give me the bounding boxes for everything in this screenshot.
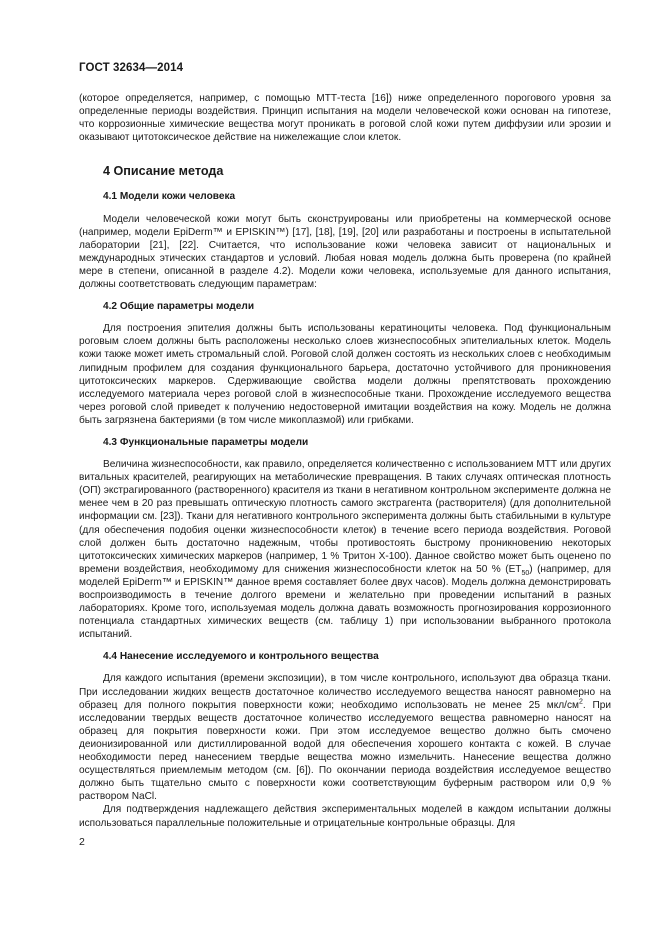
page-number: 2	[79, 836, 85, 848]
paragraph	[79, 458, 611, 641]
document-header: ГОСТ 32634—2014	[79, 62, 184, 74]
intro-paragraph: (которое определяется, например, с помощью МТТ-теста [16]) ниже определенного порогового уровня за определенные периоды воздействия. Принцип испытания на модели человеческой кожи основан на гипотезе, что коррозионные химические вещества могут проникать в роговой слой кожи путем диффузии или эрозии и оказывают цитотоксическое действие на нижележащие слои клеток.	[79, 93, 611, 144]
subsection-heading: 4.1 Модели кожи человека	[103, 191, 236, 203]
paragraph: Модели человеческой кожи могут быть сконструированы или приобретены на коммерческой основе (например, модели EpiDerm™ и EPISKIN™) [17], [18], [19], [20] или разработаны и построены в испытательной лаборатории [21], [22]. Считается, что использование кожи человека зависит от национальных и международных этических стандартов и условий. Любая новая модель должна быть проверена (по крайней мере в степени, описанной в разделе 4.2). Модели кожи человека, используемые для данного испытания, должны соответствовать следующим параметрам:	[79, 213, 611, 291]
text-run: . При исследовании твердых веществ достаточное количество исследуемого вещества равномерно наносят на образец для покрытия поверхности кожи. При этом исследуемое вещество должно быть смочено деионизированной или дистиллированной водой для обеспечения хорошего контакта с кожей. В случае необходимости перед нанесением твердые вещества можно измельчить. Нанесение вещества должно осуществляться приемлемым методом (см. [6]). По окончании периода воздействия исследуемое вещество должно быть тщательно смыто с поверхности кожи соответствующим буферным раствором или 0,9 % раствором NaCl.	[79, 699, 611, 803]
subsection-heading: 4.2 Общие параметры модели	[103, 301, 255, 313]
section-heading: 4 Описание метода	[103, 164, 224, 179]
superscript: 2	[578, 698, 583, 706]
subsection-heading: 4.4 Нанесение исследуемого и контрольного вещества	[103, 651, 379, 663]
document-body	[79, 92, 611, 830]
subsection-heading: 4.3 Функциональные параметры модели	[103, 436, 309, 448]
subscript: 50	[521, 569, 530, 577]
text-run: Величина жизнеспособности, как правило, определяется количественно с использованием МТТ или других витальных красителей, реагирующих на метаболические превращения. В таких случаях оптическая плотность (ОП) экстрагированного (растворенного) красителя из ткани в негативном контрольном эксперименте должна не менее чем в 20 раз превышать оптическую плотность самого экстрагента (растворителя) (для дополнительной информации см. [23]). Ткани для негативного контрольного эксперимента должны быть стабильными в культуре (для обеспечения подобия оценки жизнеспособности клеток) в течение всего периода воздействия. Роговой слой должен быть достаточно надежным, чтобы противостоять быстрому проникновению некоторых цитотоксических химических маркеров (например, 1 % Тритон Х-100). Данное свойство может быть оценено по времени воздействия, необходимому для снижения жизнеспособности клеток на 50 % (ET	[79, 459, 611, 575]
text-run: Для каждого испытания (времени экспозиции), в том числе контрольного, используют два образца ткани. При исследовании жидких веществ достаточное количество исследуемого вещества наносят равномерно на образец для полного покрытия поверхности кожи; необходимо использовать не менее 25 мкл/см	[79, 673, 611, 711]
paragraph	[79, 672, 611, 803]
paragraph: Для построения эпителия должны быть использованы кератиноциты человека. Под функциональным роговым слоем должны быть расположены несколько слоев жизнеспособных эпителиальных клеток. Модель кожи также может иметь стромальный слой. Роговой слой должен состоять из нескольких слоев с необходимым липидным профилем для создания функционального барьера, достаточно устойчивого для проникновения цитотоксических маркеров. Сдерживающие свойства модели должны препятствовать прохождению исследуемого материала через роговой слой в жизнеспособные ткани. Прохождение исследуемого вещества через роговой слой приведет к получению недостоверной имитации воздействия на кожу. Модель не должна быть загрязнена бактериями (в том числе микоплазмой) или грибками.	[79, 323, 611, 426]
paragraph: Для подтверждения надлежащего действия экспериментальных моделей в каждом испытании должны использоваться параллельные положительные и отрицательные контрольные образцы. Для	[79, 804, 611, 829]
text-run: ) (например, для моделей EpiDerm™ и EPISKIN™ данное время составляет более двух часов). Модель должна демонстрировать воспроизводимость в течение долгого времени и желательно при проведении испытаний в разных лабораториях. Кроме того, используемая модель должна давать возможность прогнозирования коррозионного потенциала стандартных химических веществ (см. таблицу 1) при использовании выбранного протокола испытаний.	[79, 563, 611, 641]
